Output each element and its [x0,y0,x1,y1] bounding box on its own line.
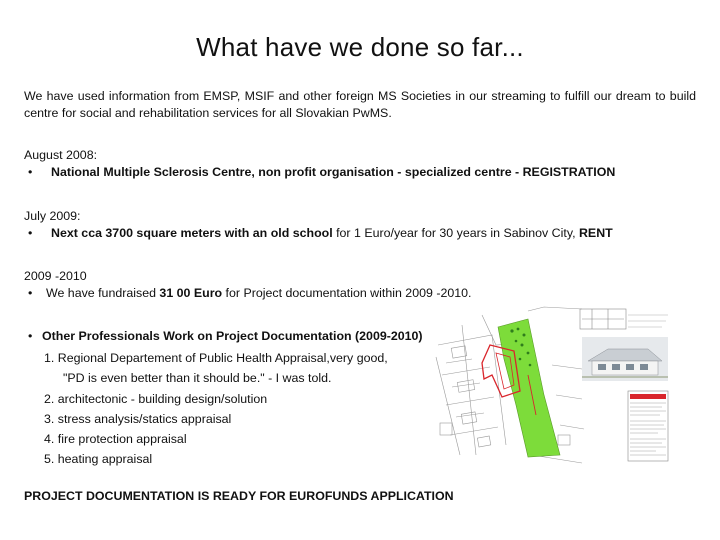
list-item: 4. fire protection appraisal [44,432,187,447]
site-plan-image [432,305,672,465]
drawing-title-block [628,391,668,461]
bullet-icon: • [28,329,33,343]
bullet-item [24,225,613,242]
bullet-text-bold: 31 00 Euro [159,286,223,300]
bullet-text: National Multiple Sclerosis Centre, non profit organisation - specialized centre - REGISTRATION [51,165,616,179]
bullet-item [24,164,615,181]
bullet-item [24,285,471,302]
bullet-item [24,328,423,345]
elevation-drawing [580,309,668,329]
bullet-text-bold: Next cca 3700 square meters with an old school [51,226,333,240]
section-july-2009 [24,208,613,242]
section-date: 2009 -2010 [24,269,87,283]
intro-paragraph: We have used information from EMSP, MSIF and other foreign MS Societies in our streaming to fulfill our dream to build centre for social and rehabilitation services for all Slovakian PwMS. [24,89,696,120]
list-item: "PD is even better than it should be." - I was told. [63,371,332,386]
bullet-text-end: RENT [578,226,613,240]
list-item: 5. heating appraisal [44,452,153,467]
bullet-icon: • [28,165,33,179]
list-item: 2. architectonic - building design/solution [44,391,268,406]
slide-title: What have we done so far... [196,32,524,62]
section-august-2008 [24,147,615,181]
bullet-heading: Other Professionals Work on Project Documentation (2009-2010) [42,329,423,343]
appraisal-list [24,348,423,470]
bullet-text: for Project documentation within 2009 -2010. [222,286,472,300]
list-item: 1. Regional Departement of Public Health Appraisal,very good, [44,351,388,365]
bullet-icon: • [28,286,33,300]
section-professionals [24,328,423,470]
list-item: 3. stress analysis/statics appraisal [44,411,232,426]
building-render [582,337,668,381]
section-date: July 2009: [24,209,81,223]
section-2009-2010 [24,268,471,302]
bullet-icon: • [28,226,33,240]
section-date: August 2008: [24,148,98,162]
bullet-text: We have fundraised [46,286,160,300]
footer-statement: PROJECT DOCUMENTATION IS READY FOR EUROFUNDS APPLICATION [24,489,454,503]
bullet-text: for 1 Euro/year for 30 years in Sabinov City, [332,226,579,240]
